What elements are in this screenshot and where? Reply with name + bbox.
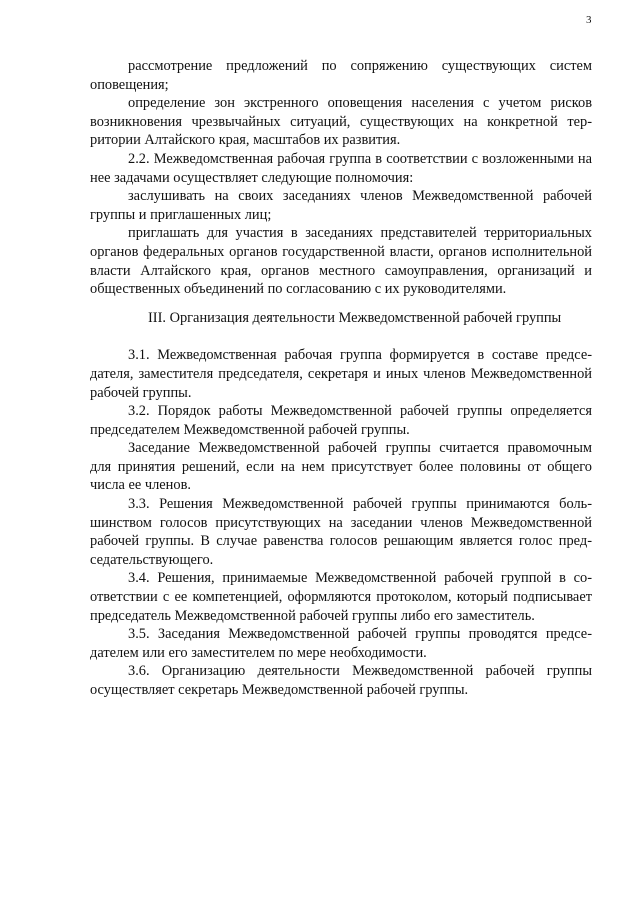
- document-body: [90, 57, 592, 700]
- paragraph-invite-representatives: приглашать для участия в заседаниях представителей территориальных органов федеральных органов государственной власти, органов исполнительной власти Алтайского края, органов местного самоуправления, организаций и общественных объединений по согласованию с их руководителями.: [90, 225, 592, 298]
- paragraph-3-3: 3.3. Решения Межведомственной рабочей группы принимаются большинством голосов присутствующих на заседании членов Межведомственной рабочей группы. В случае равенства голосов решающим является голос председательствующего.: [90, 496, 592, 568]
- paragraph-3-5: 3.5. Заседания Межведомственной рабочей группы проводятся председателем или его заместителем по мере необходимости.: [90, 626, 592, 661]
- paragraph-2-2: 2.2. Межведомственная рабочая группа в соответствии с возложенными на нее задачами осуществляет следующие полномочия:: [90, 150, 592, 186]
- paragraph-alert-zones: определение зон экстренного оповещения населения с учетом рисков возникновения чрезвычайных ситуаций, существующих на конкретной территории Алтайского края, масштабов их развития.: [90, 95, 592, 149]
- paragraph-3-1: 3.1. Межведомственная рабочая группа формируется в составе председателя, заместителя председателя, секретаря и иных членов Межведомственной рабочей группы.: [90, 347, 592, 401]
- page-number: 3: [586, 14, 592, 26]
- paragraph-3-2: 3.2. Порядок работы Межведомственной рабочей группы определяется председателем Межведомственной рабочей группы.: [90, 403, 592, 438]
- paragraph-quorum: Заседание Межведомственной рабочей группы считается правомочным для принятия решений, если на нем присутствует более половины от общего числа ее членов.: [90, 440, 592, 494]
- paragraph-hear-members: заслушивать на своих заседаниях членов Межведомственной рабочей группы и приглашенных лиц;: [90, 188, 592, 223]
- paragraph-notification-systems: рассмотрение предложений по сопряжению существующих систем оповещения;: [90, 58, 592, 93]
- section-heading: III. Организация деятельности Межведомственной рабочей группы: [148, 309, 562, 326]
- paragraph-3-4: 3.4. Решения, принимаемые Межведомственной рабочей группой в соответствии с ее компетенцией, оформляются протоколом, который подписывает председатель Межведомственной рабочей группы либо его заместитель.: [90, 570, 592, 624]
- paragraph-3-6: 3.6. Организацию деятельности Межведомственной рабочей группы осуществляет секретарь Межведомственной рабочей группы.: [90, 663, 592, 698]
